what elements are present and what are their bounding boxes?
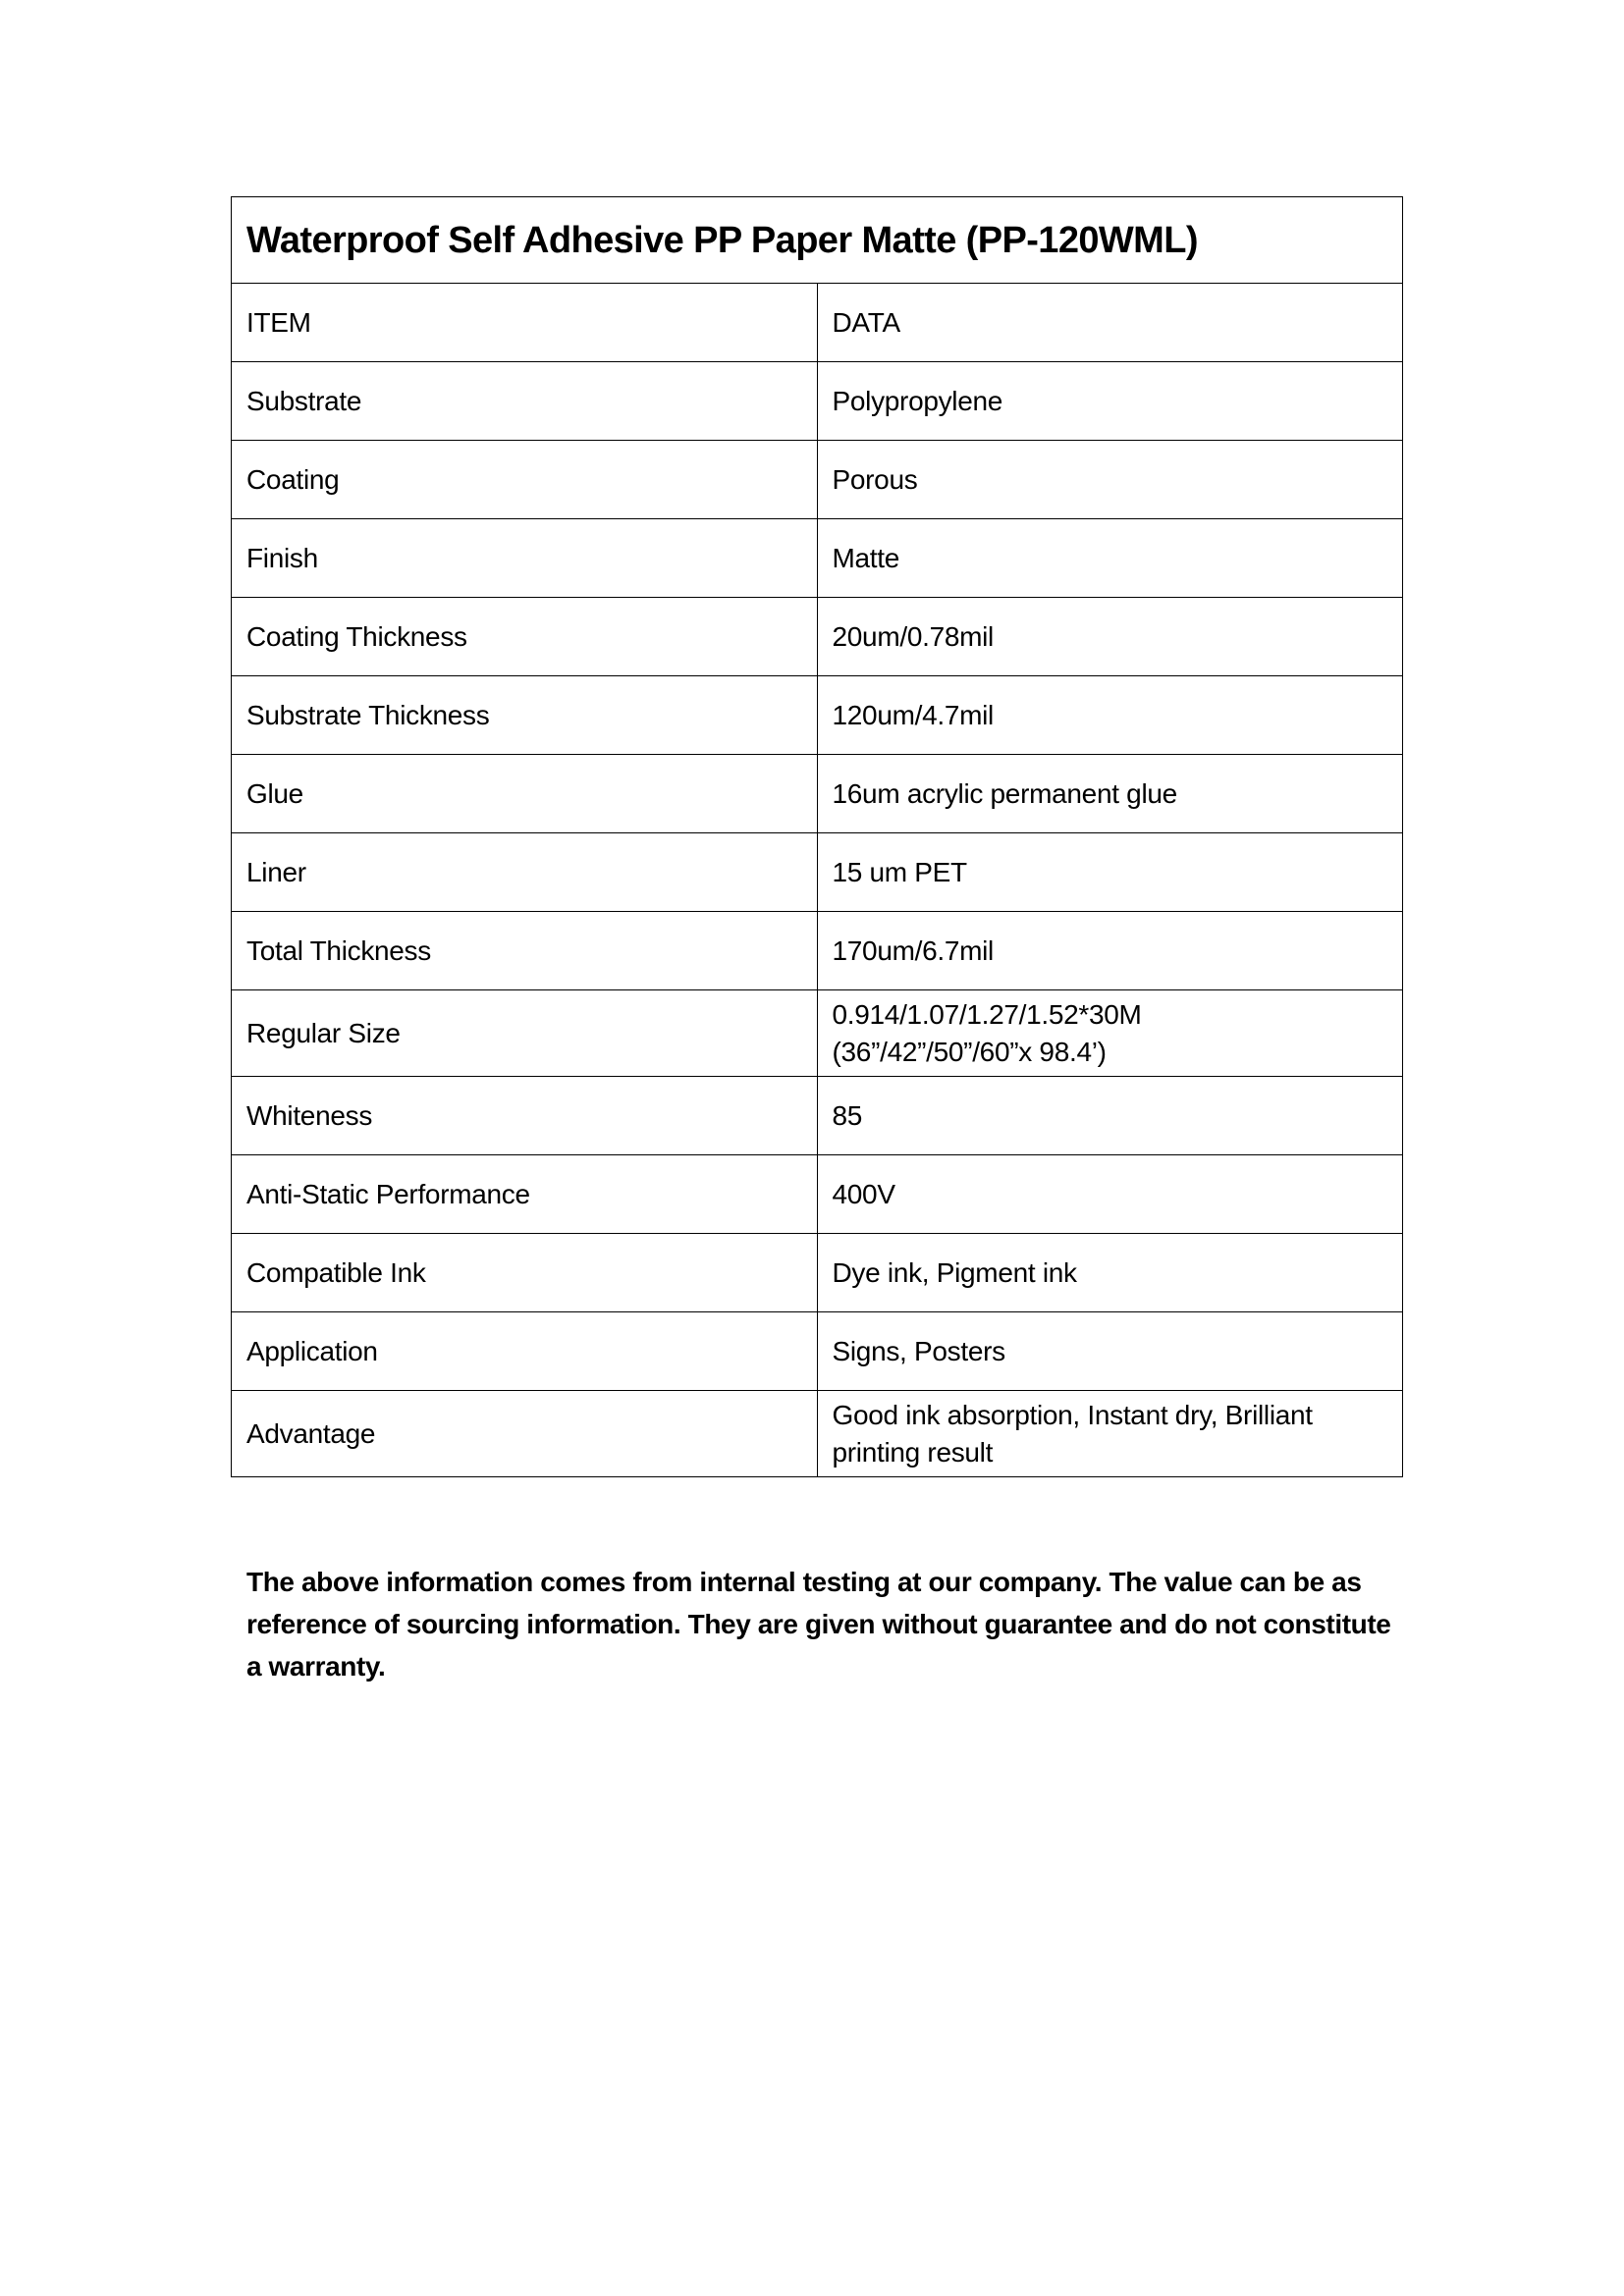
row-label: Application (232, 1312, 818, 1391)
row-label: Coating (232, 441, 818, 519)
table-title: Waterproof Self Adhesive PP Paper Matte (PP-120WML) (232, 197, 1403, 284)
row-label: Regular Size (232, 990, 818, 1077)
row-value-line: 0.914/1.07/1.27/1.52*30M (832, 998, 1142, 1030)
row-label: Glue (232, 755, 818, 833)
row-value: 16um acrylic permanent glue (817, 755, 1403, 833)
spec-table (231, 196, 1403, 1477)
row-label: Coating Thickness (232, 598, 818, 676)
table-row (232, 1312, 1403, 1391)
row-value: 15 um PET (817, 833, 1403, 912)
row-value-line: Good ink absorption, Instant dry, Brilliant (832, 1399, 1313, 1430)
row-value: 400V (817, 1155, 1403, 1234)
header-item: ITEM (232, 284, 818, 362)
row-value: 170um/6.7mil (817, 912, 1403, 990)
row-value: Polypropylene (817, 362, 1403, 441)
row-value: 85 (817, 1077, 1403, 1155)
row-label: Total Thickness (232, 912, 818, 990)
table-row (232, 755, 1403, 833)
disclaimer-text: The above information comes from internal testing at our company. The value can be as reference of sourcing information. They are given without guarantee and do not constitute a warranty. (246, 1567, 1391, 1682)
row-value: Matte (817, 519, 1403, 598)
table-row (232, 833, 1403, 912)
row-label: Finish (232, 519, 818, 598)
header-data: DATA (817, 284, 1403, 362)
table-row (232, 441, 1403, 519)
table-row (232, 598, 1403, 676)
row-label: Substrate (232, 362, 818, 441)
row-label: Liner (232, 833, 818, 912)
row-value-line: (36”/42”/50”/60”x 98.4’) (832, 1036, 1107, 1067)
title-row (232, 197, 1403, 284)
row-value: Signs, Posters (817, 1312, 1403, 1391)
row-value (817, 1391, 1403, 1477)
header-row (232, 284, 1403, 362)
table-row (232, 362, 1403, 441)
table-row (232, 1391, 1403, 1477)
row-value: 120um/4.7mil (817, 676, 1403, 755)
row-label: Anti-Static Performance (232, 1155, 818, 1234)
row-value-line: printing result (832, 1436, 994, 1468)
row-label: Advantage (232, 1391, 818, 1477)
row-label: Compatible Ink (232, 1234, 818, 1312)
row-value: 20um/0.78mil (817, 598, 1403, 676)
row-value: Porous (817, 441, 1403, 519)
table-row (232, 676, 1403, 755)
table-row (232, 912, 1403, 990)
table-row (232, 1077, 1403, 1155)
table-row (232, 519, 1403, 598)
table-row (232, 1155, 1403, 1234)
row-label: Whiteness (232, 1077, 818, 1155)
table-row (232, 1234, 1403, 1312)
table-row (232, 990, 1403, 1077)
row-value (817, 990, 1403, 1077)
row-label: Substrate Thickness (232, 676, 818, 755)
row-value: Dye ink, Pigment ink (817, 1234, 1403, 1312)
